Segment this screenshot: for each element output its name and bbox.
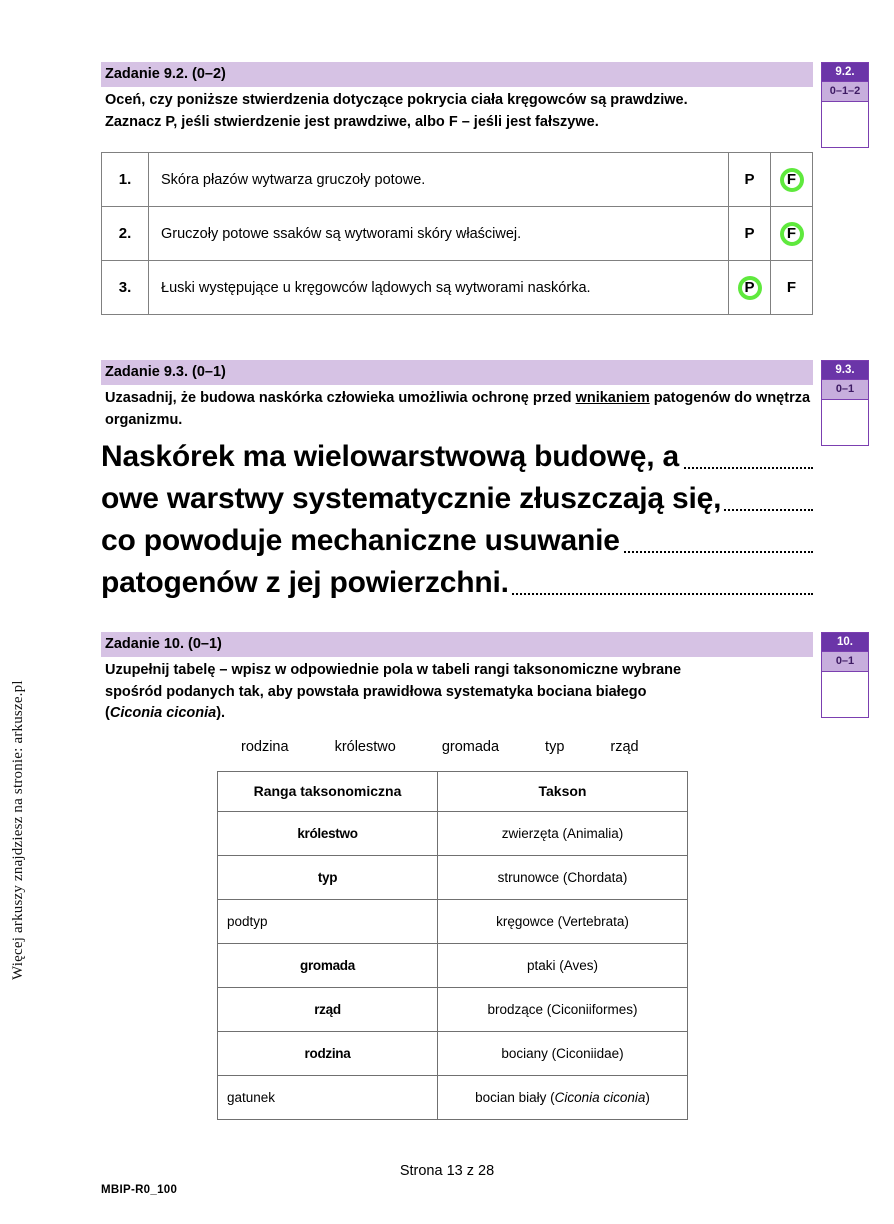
answer-line[interactable] [101, 561, 813, 603]
table-row [218, 1031, 688, 1075]
task-9-3-banner: Zadanie 9.3. (0–1) [101, 360, 813, 385]
selection-circle-mark: P [738, 276, 762, 300]
task-10-intro-line2: spośród podanych tak, aby powstała prawidłowa systematyka bociana białego [105, 683, 647, 700]
row-option-p-selected[interactable] [729, 261, 771, 315]
task-9-2-intro [101, 87, 813, 133]
score-box-range: 0–1–2 [822, 81, 868, 102]
side-note-watermark: Więcej arkuszy znajdziesz na stronie: arkusze.pl [10, 680, 26, 980]
taxon-cell: bocian biały (Ciconia ciconia) [438, 1075, 688, 1119]
task-9-3-intro-pre: Uzasadnij, że budowa naskórka człowieka umożliwia ochronę przed [105, 390, 576, 406]
table-row [102, 261, 813, 315]
word-bank-item[interactable]: rodzina [241, 738, 289, 755]
taxon-cell: brodzące (Ciconiiformes) [438, 987, 688, 1031]
word-bank-item[interactable]: królestwo [334, 738, 396, 755]
page-number-label: Strona 13 z 28 [399, 1163, 495, 1179]
word-bank [101, 739, 813, 755]
selection-circle-mark: F [780, 222, 804, 246]
rank-cell-preprinted: podtyp [218, 899, 438, 943]
answer-line[interactable] [101, 477, 813, 519]
table-header-row [218, 771, 688, 811]
row-option-p[interactable]: P [729, 153, 771, 207]
row-statement: Skóra płazów wytwarza gruczoły potowe. [149, 153, 729, 207]
row-statement: Łuski występujące u kręgowców lądowych są wytworami naskórka. [149, 261, 729, 315]
sheet-code-label: MBIP-R0_100 [101, 1184, 178, 1196]
column-header-rank: Ranga taksonomiczna [218, 771, 438, 811]
taxon-cell: ptaki (Aves) [438, 943, 688, 987]
row-number: 1. [102, 153, 149, 207]
table-row [102, 207, 813, 261]
page-content [101, 0, 813, 1224]
taxon-cell: strunowce (Chordata) [438, 855, 688, 899]
rank-cell-preprinted: gatunek [218, 1075, 438, 1119]
taxon-cell: bociany (Ciconiidae) [438, 1031, 688, 1075]
table-row [218, 1075, 688, 1119]
score-box-task-number: 10. [822, 633, 868, 651]
task-9-2-section [101, 62, 813, 315]
task-10-intro-line1: Uzupełnij tabelę – wpisz w odpowiednie pola w tabeli rangi taksonomiczne wybrane [105, 662, 682, 678]
word-bank-item[interactable]: gromada [441, 738, 500, 755]
score-box-task-9-3 [821, 360, 869, 446]
true-false-table [101, 152, 813, 315]
task-9-3-intro [101, 385, 813, 431]
rank-cell-filled[interactable]: typ [218, 855, 438, 899]
row-option-p[interactable]: P [729, 207, 771, 261]
row-number: 3. [102, 261, 149, 315]
task-10-intro-line3: (Ciconia ciconia). [105, 705, 226, 721]
rank-cell-filled[interactable]: rodzina [218, 1031, 438, 1075]
table-row [218, 899, 688, 943]
taxonomy-table [217, 771, 688, 1120]
score-box-task-9-2 [821, 62, 869, 148]
score-box-range: 0–1 [822, 379, 868, 400]
table-row [218, 855, 688, 899]
answer-line[interactable] [101, 519, 813, 561]
answer-line[interactable] [101, 435, 813, 477]
score-box-task-10 [821, 632, 869, 718]
rank-cell-filled[interactable]: królestwo [218, 811, 438, 855]
score-box-input[interactable] [822, 102, 868, 147]
task-9-3-section [101, 360, 813, 603]
score-box-input[interactable] [822, 400, 868, 445]
taxon-cell: kręgowce (Vertebrata) [438, 899, 688, 943]
handwritten-answer-line-2: owe warstwy systematycznie złuszczają się, [101, 483, 724, 515]
task-9-3-intro-underlined: wnikaniem [575, 390, 650, 406]
selection-circle-mark: F [780, 168, 804, 192]
task-9-2-banner: Zadanie 9.2. (0–2) [101, 62, 813, 87]
table-row [218, 987, 688, 1031]
table-row [218, 943, 688, 987]
word-bank-item[interactable]: typ [545, 738, 565, 755]
species-binomial: Ciconia ciconia [109, 705, 217, 721]
handwritten-answer-line-3: co powoduje mechaniczne usuwanie [101, 525, 623, 557]
column-header-taxon: Takson [438, 771, 688, 811]
task-9-2-intro-line2: Zaznacz P, jeśli stwierdzenie jest prawdziwe, albo F – jeśli jest fałszywe. [105, 113, 599, 130]
row-option-f[interactable]: F [771, 261, 813, 315]
table-row [218, 811, 688, 855]
handwritten-answer-line-4: patogenów z jej powierzchni. [101, 567, 512, 599]
handwritten-answer-line-1: Naskórek ma wielowarstwową budowę, a [101, 441, 682, 473]
score-box-range: 0–1 [822, 651, 868, 672]
row-number: 2. [102, 207, 149, 261]
row-statement: Gruczoły potowe ssaków są wytworami skóry właściwej. [149, 207, 729, 261]
row-option-f-selected[interactable] [771, 207, 813, 261]
task-10-intro [101, 657, 813, 725]
task-10-banner: Zadanie 10. (0–1) [101, 632, 813, 657]
score-box-task-number: 9.2. [822, 63, 868, 81]
score-box-task-number: 9.3. [822, 361, 868, 379]
task-9-2-intro-line1: Oceń, czy poniższe stwierdzenia dotyczące pokrycia ciała kręgowców są prawdziwe. [105, 92, 688, 108]
row-option-f-selected[interactable] [771, 153, 813, 207]
task-9-3-intro-post: patogenów do wnętrza organizmu. [105, 390, 811, 428]
rank-cell-filled[interactable]: gromada [218, 943, 438, 987]
table-row [102, 153, 813, 207]
word-bank-item[interactable]: rząd [610, 738, 639, 755]
taxon-cell: zwierzęta (Animalia) [438, 811, 688, 855]
score-box-input[interactable] [822, 672, 868, 717]
task-10-section [101, 632, 813, 1120]
rank-cell-filled[interactable]: rząd [218, 987, 438, 1031]
task-9-3-answer-area[interactable] [101, 435, 813, 603]
